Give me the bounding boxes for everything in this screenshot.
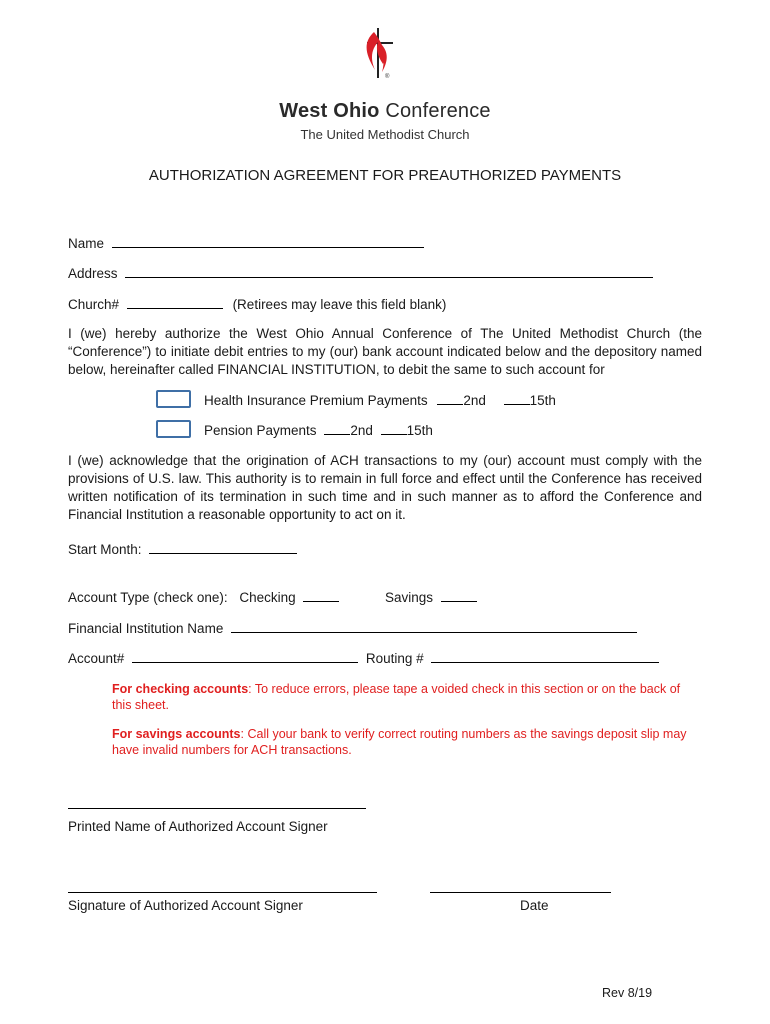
pension-2nd-label: 2nd — [350, 423, 373, 438]
pension-checkbox[interactable] — [156, 420, 191, 438]
financial-institution-field[interactable] — [231, 620, 637, 633]
checking-note-lead: For checking accounts — [112, 682, 249, 696]
savings-blank[interactable] — [441, 589, 477, 602]
checking-note — [112, 681, 702, 713]
routing-field[interactable] — [431, 650, 659, 663]
savings-note-lead: For savings accounts — [112, 727, 241, 741]
date-line[interactable] — [430, 892, 611, 893]
name-field-row — [68, 235, 424, 251]
printed-name-line[interactable] — [68, 808, 366, 809]
health-2nd-blank[interactable] — [437, 392, 463, 405]
start-month-field[interactable] — [149, 541, 297, 554]
revision-label: Rev 8/19 — [602, 986, 653, 1000]
signature-label: Signature of Authorized Account Signer — [68, 898, 303, 913]
address-label: Address — [68, 266, 118, 281]
address-field-row — [68, 265, 653, 281]
start-month-row — [68, 541, 297, 557]
address-field[interactable] — [125, 265, 653, 278]
pension-15th-label: 15th — [406, 423, 433, 438]
cross-and-flame-icon — [355, 24, 405, 84]
account-routing-row — [68, 650, 659, 666]
church-field[interactable] — [127, 296, 223, 309]
name-field[interactable] — [112, 235, 424, 248]
signature-line[interactable] — [68, 892, 377, 893]
account-type-row — [68, 589, 339, 605]
health-15th-blank[interactable] — [504, 392, 530, 405]
account-type-label: Account Type (check one): — [68, 590, 228, 605]
savings-note — [112, 726, 702, 758]
acknowledge-paragraph: I (we) acknowledge that the origination of ACH transactions to my (our) account must comply with the provisions of U.S. law. This authority is to remain in full force and effect until the Conference has received written notification of its termination in such time and in such manner as to afford the Conference and Financial Institution a reasonable opportunity to act on it. — [68, 453, 702, 522]
financial-institution-label: Financial Institution Name — [68, 621, 224, 636]
church-field-row — [68, 296, 446, 312]
org-name-rest: Conference — [385, 100, 491, 122]
financial-institution-row — [68, 620, 637, 636]
health-insurance-label: Health Insurance Premium Payments — [204, 393, 428, 408]
savings-note-text: : Call your bank to verify correct routing numbers as the savings deposit slip may have invalid numbers for ACH transactions. — [112, 727, 687, 757]
checking-blank[interactable] — [303, 589, 339, 602]
date-label: Date — [520, 898, 549, 913]
pension-15th-blank[interactable] — [381, 422, 407, 435]
routing-label: Routing # — [365, 651, 424, 666]
health-15th-label: 15th — [529, 393, 556, 408]
authorize-paragraph: I (we) hereby authorize the West Ohio Annual Conference of The United Methodist Church (the “Conference”) to initiate debit entries to my (our) bank account indicated below and the depository named below, hereinafter called FINANCIAL INSTITUTION, to debit the same to such account for — [68, 326, 702, 377]
savings-label: Savings — [385, 590, 434, 605]
church-label: Church# — [68, 297, 120, 312]
name-label: Name — [68, 236, 105, 251]
org-subtitle: The United Methodist Church — [300, 127, 470, 142]
pension-label: Pension Payments — [204, 423, 317, 438]
account-label: Account# — [68, 651, 125, 666]
health-insurance-checkbox[interactable] — [156, 390, 191, 408]
health-2nd-label: 2nd — [463, 393, 486, 408]
checking-note-text: : To reduce errors, please tape a voided check in this section or on the back of this sheet. — [112, 682, 681, 712]
pension-2nd-blank[interactable] — [324, 422, 350, 435]
savings-option — [385, 589, 477, 605]
health-insurance-option — [204, 392, 556, 408]
document-title: AUTHORIZATION AGREEMENT FOR PREAUTHORIZED PAYMENTS — [148, 167, 622, 184]
start-month-label: Start Month: — [68, 542, 142, 557]
church-note: (Retirees may leave this field blank) — [232, 297, 447, 312]
org-name — [0, 100, 770, 123]
pension-option — [204, 422, 433, 438]
trademark-mark: ® — [385, 74, 390, 80]
account-field[interactable] — [132, 650, 358, 663]
checking-label: Checking — [239, 590, 296, 605]
printed-name-label: Printed Name of Authorized Account Signer — [68, 819, 328, 834]
org-name-bold: West Ohio — [279, 100, 380, 122]
